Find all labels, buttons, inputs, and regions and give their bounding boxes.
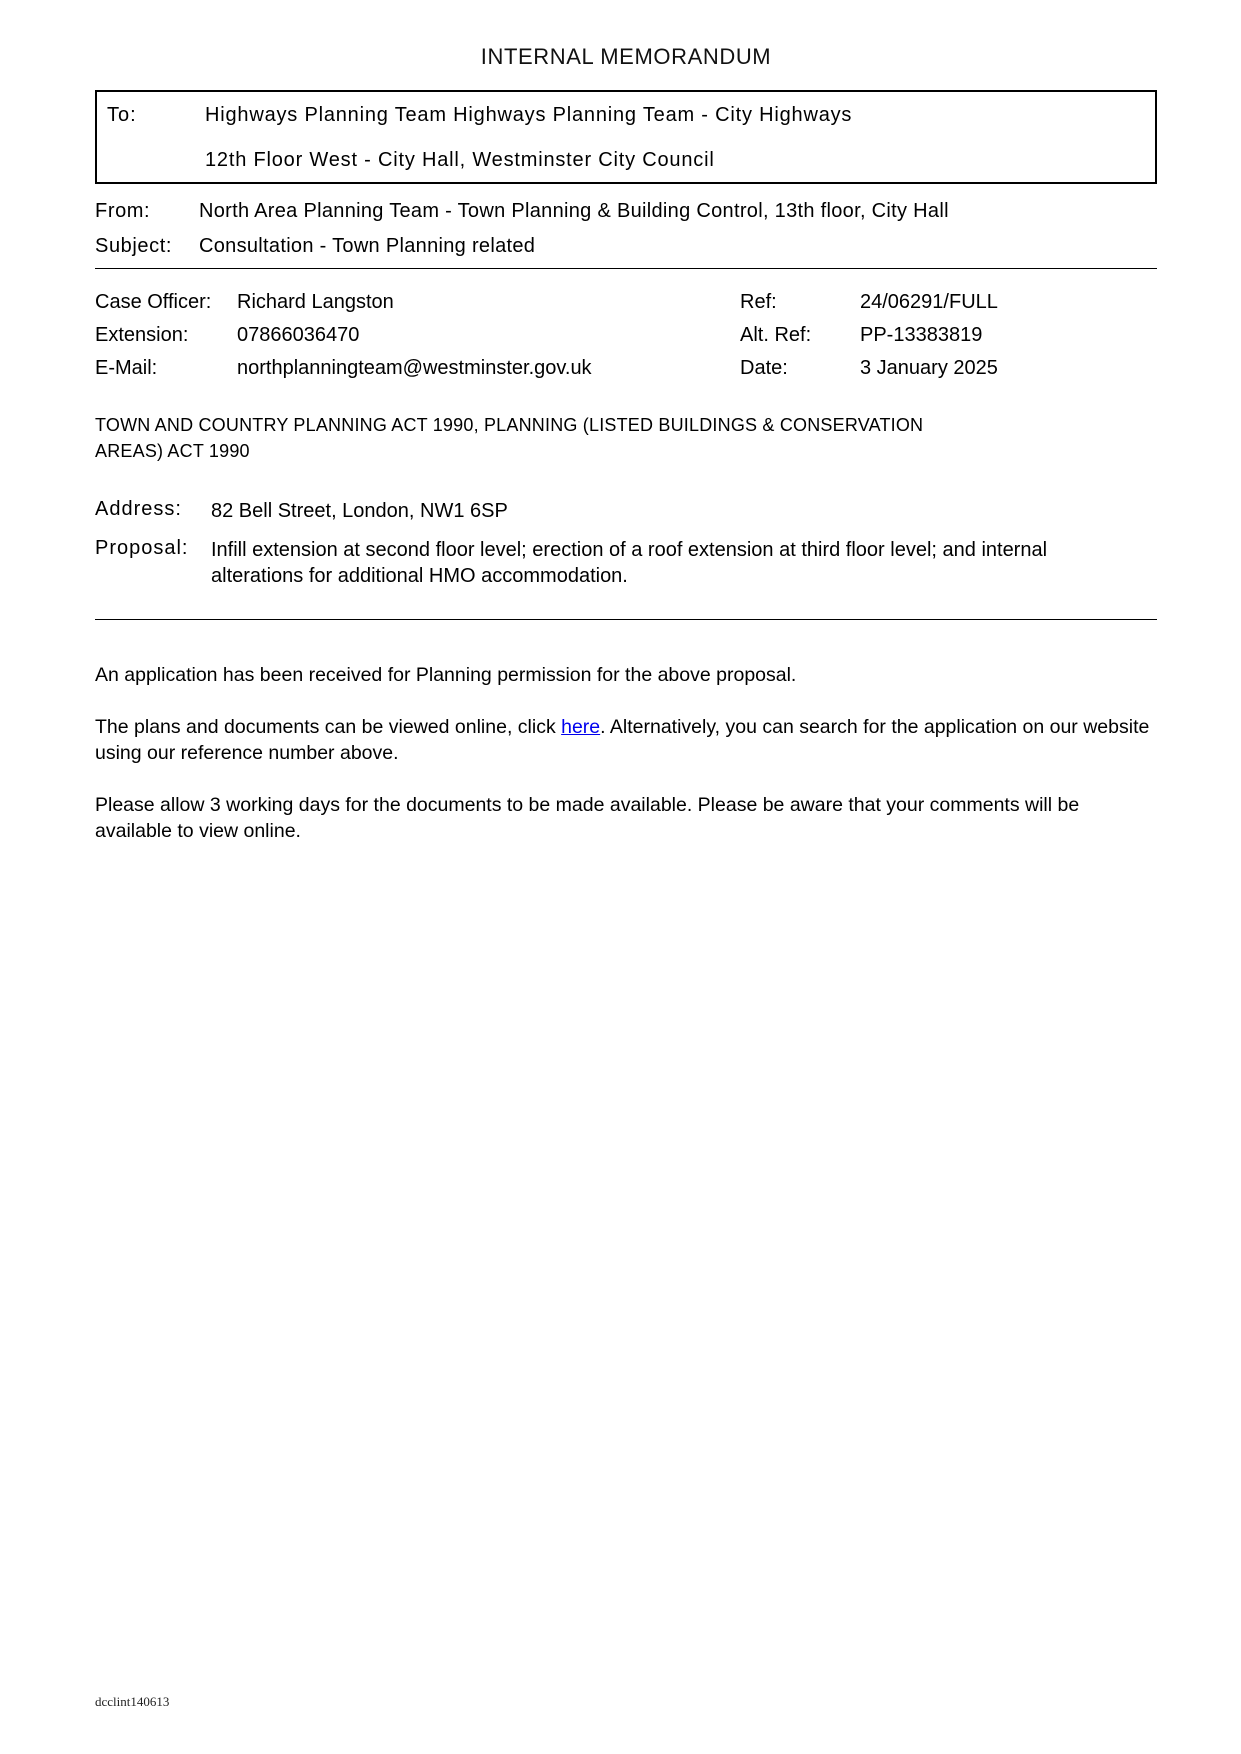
subject-value: Consultation - Town Planning related: [199, 235, 536, 257]
ref-label: Ref:: [740, 291, 777, 313]
from-label: From:: [95, 200, 151, 222]
ref-row: [740, 291, 1157, 324]
proposal-row: [95, 537, 1157, 589]
case-details-right: [740, 291, 1157, 390]
view-documents-link[interactable]: here: [561, 716, 601, 738]
para2-text-before-link: The plans and documents can be viewed online, click: [95, 716, 562, 738]
extension-row: [95, 324, 740, 357]
subject-row: [95, 235, 1157, 258]
from-value: North Area Planning Team - Town Planning & Building Control, 13th floor, City Hall: [199, 200, 949, 222]
application-received-paragraph: An application has been received for Planning permission for the above proposal.: [95, 664, 797, 686]
working-days-paragraph: Please allow 3 working days for the documents to be made available. Please be aware that your comments will be available to view online.: [95, 794, 1080, 842]
from-row: [95, 200, 1157, 223]
to-row: [107, 104, 1145, 127]
subject-label: Subject:: [95, 235, 173, 257]
alt-ref-label: Alt. Ref:: [740, 324, 812, 346]
alt-ref-row: [740, 324, 1157, 357]
para2-text-after-link: . Alternatively, you can search for the application on our website using our reference number above.: [95, 716, 1150, 764]
proposal-label: Proposal:: [95, 537, 189, 559]
to-recipient: Highways Planning Team Highways Planning Team - City Highways: [205, 104, 853, 126]
case-details-block: [95, 291, 1157, 390]
address-label: Address:: [95, 498, 182, 520]
date-label: Date:: [740, 357, 788, 379]
email-value: northplanningteam@westminster.gov.uk: [237, 357, 592, 379]
extension-label: Extension:: [95, 324, 189, 346]
address-row: [95, 498, 1157, 524]
alt-ref-value: PP-13383819: [860, 324, 983, 346]
case-officer-label: Case Officer:: [95, 291, 212, 313]
to-label: To:: [107, 104, 137, 126]
document-code: dcclint140613: [95, 1694, 170, 1709]
email-label: E-Mail:: [95, 357, 158, 379]
case-officer-row: [95, 291, 740, 324]
to-recipient-address: 12th Floor West - City Hall, Westminster City Council: [205, 149, 715, 171]
memo-content: [95, 44, 1157, 844]
date-row: [740, 357, 1157, 390]
address-value: 82 Bell Street, London, NW1 6SP: [211, 500, 508, 522]
section-divider: [95, 619, 1157, 620]
extension-value: 07866036470: [237, 324, 360, 346]
planning-act-notice: TOWN AND COUNTRY PLANNING ACT 1990, PLANNING (LISTED BUILDINGS & CONSERVATION AREAS) ACT 1990: [95, 415, 924, 461]
to-box: [95, 90, 1157, 184]
ref-value: 24/06291/FULL: [860, 291, 998, 313]
page-title: INTERNAL MEMORANDUM: [480, 44, 772, 69]
case-officer-value: Richard Langston: [237, 291, 394, 313]
view-documents-paragraph: [95, 714, 1157, 766]
subject-section: [95, 235, 1157, 269]
email-row: [95, 357, 740, 390]
date-value: 3 January 2025: [860, 357, 998, 379]
case-details-left: [95, 291, 740, 390]
proposal-value: Infill extension at second floor level; erection of a roof extension at third floor level; and internal alterations for additional HMO accommodation.: [211, 539, 1048, 587]
